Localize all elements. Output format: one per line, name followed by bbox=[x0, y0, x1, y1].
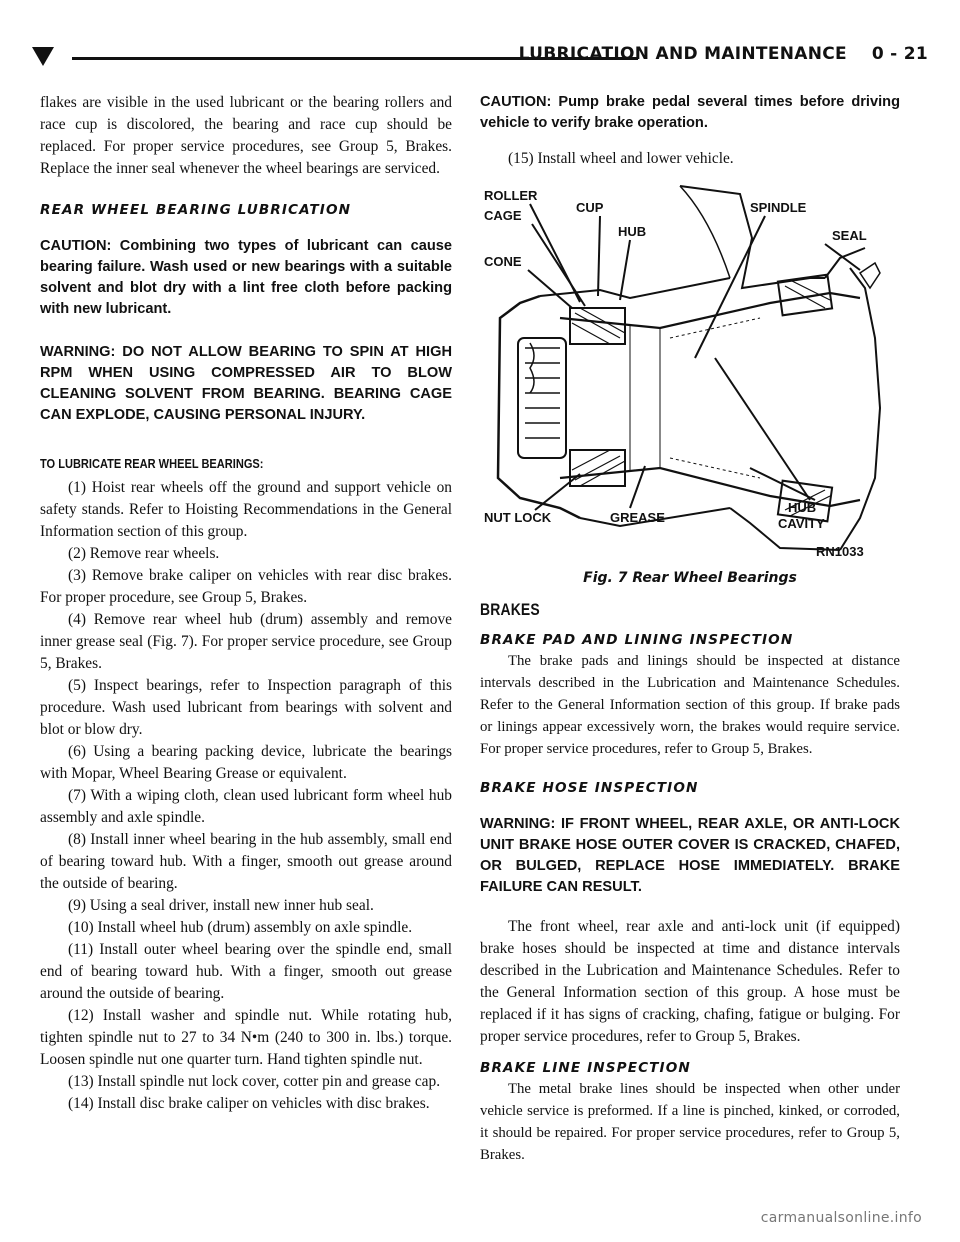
left-column bbox=[40, 92, 452, 1115]
label-grease: GREASE bbox=[610, 510, 665, 525]
label-cone: CONE bbox=[484, 254, 522, 269]
step-8: (8) Install inner wheel bearing in the hub assembly, small end of bearing toward hub. With a finger, smooth out grease around the outside of bearing. bbox=[40, 831, 452, 892]
figure-caption: Fig. 7 Rear Wheel Bearings bbox=[583, 570, 797, 586]
label-hub-cavity-1: HUB bbox=[788, 500, 817, 515]
brake-line-heading: BRAKE LINE INSPECTION bbox=[480, 1060, 691, 1076]
brake-hose-warning: WARNING: IF FRONT WHEEL, REAR AXLE, OR ANTI-LOCK UNIT BRAKE HOSE OUTER COVER IS CRACKED, CHAFED, OR BULGED, REPLACE HOSE IMMEDIATELY. BRAKE FAILURE CAN RESULT. bbox=[480, 816, 900, 895]
brake-hose-heading: BRAKE HOSE INSPECTION bbox=[480, 780, 699, 796]
brake-pad-heading: BRAKE PAD AND LINING INSPECTION bbox=[480, 632, 794, 648]
brake-line-text: The metal brake lines should be inspected when other under vehicle service is preformed. If a line is pinched, kinked, or corroded, it should be repaired. For proper service procedures, refer to Group 5, Brakes. bbox=[480, 1081, 900, 1163]
procedure-steps bbox=[40, 477, 452, 1115]
caution-lubricant: CAUTION: Combining two types of lubricant can cause bearing failure. Wash used or new bearings with a suitable solvent and blot dry with a lint free cloth before packing with new lubricant. bbox=[40, 238, 452, 317]
label-roller: ROLLER bbox=[484, 188, 538, 203]
step-14: (14) Install disc brake caliper on vehicles with disc brakes. bbox=[68, 1095, 430, 1112]
warning-bearing-spin: WARNING: DO NOT ALLOW BEARING TO SPIN AT HIGH RPM WHEN USING COMPRESSED AIR TO BLOW CLEANING SOLVENT FROM BEARING. BEARING CAGE CAN EXPLODE, CAUSING PERSONAL INJURY. bbox=[40, 344, 452, 423]
rear-wheel-bearing-heading: REAR WHEEL BEARING LUBRICATION bbox=[40, 202, 352, 218]
step-4: (4) Remove rear wheel hub (drum) assembly and remove inner grease seal (Fig. 7). For proper service procedure, see Group 5, Brakes. bbox=[40, 611, 452, 672]
step-1: (1) Hoist rear wheels off the ground and support vehicle on safety stands. Refer to Hoisting Recommendations in the General Information section of this group. bbox=[40, 479, 452, 540]
caution-pump-pedal: CAUTION: Pump brake pedal several times before driving vehicle to verify brake operation. bbox=[480, 94, 900, 131]
brake-hose-text: The front wheel, rear axle and anti-lock unit (if equipped) brake hoses should be inspected at time and distance intervals described in the Lubrication and Maintenance Schedules. Refer to the General Information section of this group. A hose must be replaced if it has signs of cracking, chafing, fatigue or bulging. For proper service procedures, refer to Group 5, Brakes. bbox=[480, 918, 900, 1045]
procedure-subheading: TO LUBRICATE REAR WHEEL BEARINGS: bbox=[40, 456, 264, 471]
step-3: (3) Remove brake caliper on vehicles with rear disc brakes. For proper procedure, see Group 5, Brakes. bbox=[40, 567, 452, 606]
step-15: (15) Install wheel and lower vehicle. bbox=[508, 150, 734, 167]
triangle-marker-icon bbox=[32, 47, 54, 67]
step-11: (11) Install outer wheel bearing over the spindle end, small end of bearing toward hub. With a finger, smooth out grease around the outside of bearing. bbox=[40, 941, 452, 1002]
label-cage: CAGE bbox=[484, 208, 522, 223]
label-hub: HUB bbox=[618, 224, 647, 239]
step-13: (13) Install spindle nut lock cover, cotter pin and grease cap. bbox=[68, 1073, 441, 1090]
step-12: (12) Install washer and spindle nut. While rotating hub, tighten spindle nut to 27 to 34 N•m (240 to 300 in. lbs.) torque. Loosen spindle nut one quarter turn. Hand tighten spindle nut. bbox=[40, 1007, 452, 1068]
label-spindle: SPINDLE bbox=[750, 200, 807, 215]
step-7: (7) With a wiping cloth, clean used lubricant form wheel hub assembly and axle spindle. bbox=[40, 787, 452, 826]
label-hub-cavity-2: CAVITY bbox=[778, 516, 825, 531]
page-header bbox=[32, 44, 928, 70]
wheel-bearing-diagram bbox=[480, 178, 900, 568]
step-2: (2) Remove rear wheels. bbox=[68, 545, 220, 562]
header-title: LUBRICATION AND MAINTENANCE 0 - 21 bbox=[518, 44, 928, 64]
brakes-section-title: BRAKES bbox=[480, 600, 540, 619]
label-seal: SEAL bbox=[832, 228, 867, 243]
label-cup: CUP bbox=[576, 200, 604, 215]
watermark: carmanualsonline.info bbox=[760, 1210, 922, 1226]
brake-pad-text: The brake pads and linings should be inspected at distance intervals described in the Lubrication and Maintenance Schedules. Refer to the General Information section of this group. If brake pads or linings appear excessively worn, the brakes would require service. For proper service procedures, refer to Group 5, Brakes. bbox=[480, 653, 900, 757]
label-figure-code: RN1033 bbox=[816, 544, 864, 559]
figure-rear-wheel-bearings bbox=[480, 178, 900, 568]
intro-paragraph: flakes are visible in the used lubricant or the bearing rollers and race cup is discolored, the bearing and race cup should be replaced. For proper service procedures, see Group 5, Brakes. Replace the inner seal whenever the wheel bearings are serviced. bbox=[40, 94, 452, 177]
step-6: (6) Using a bearing packing device, lubricate the bearings with Mopar, Wheel Bearing Grease or equivalent. bbox=[40, 743, 452, 782]
right-column bbox=[480, 92, 900, 1166]
step-9: (9) Using a seal driver, install new inner hub seal. bbox=[68, 897, 374, 914]
label-nut-lock: NUT LOCK bbox=[484, 510, 552, 525]
step-5: (5) Inspect bearings, refer to Inspection paragraph of this procedure. Wash used lubricant from bearings with solvent and blot or blow dry. bbox=[40, 677, 452, 738]
step-10: (10) Install wheel hub (drum) assembly on axle spindle. bbox=[68, 919, 413, 936]
